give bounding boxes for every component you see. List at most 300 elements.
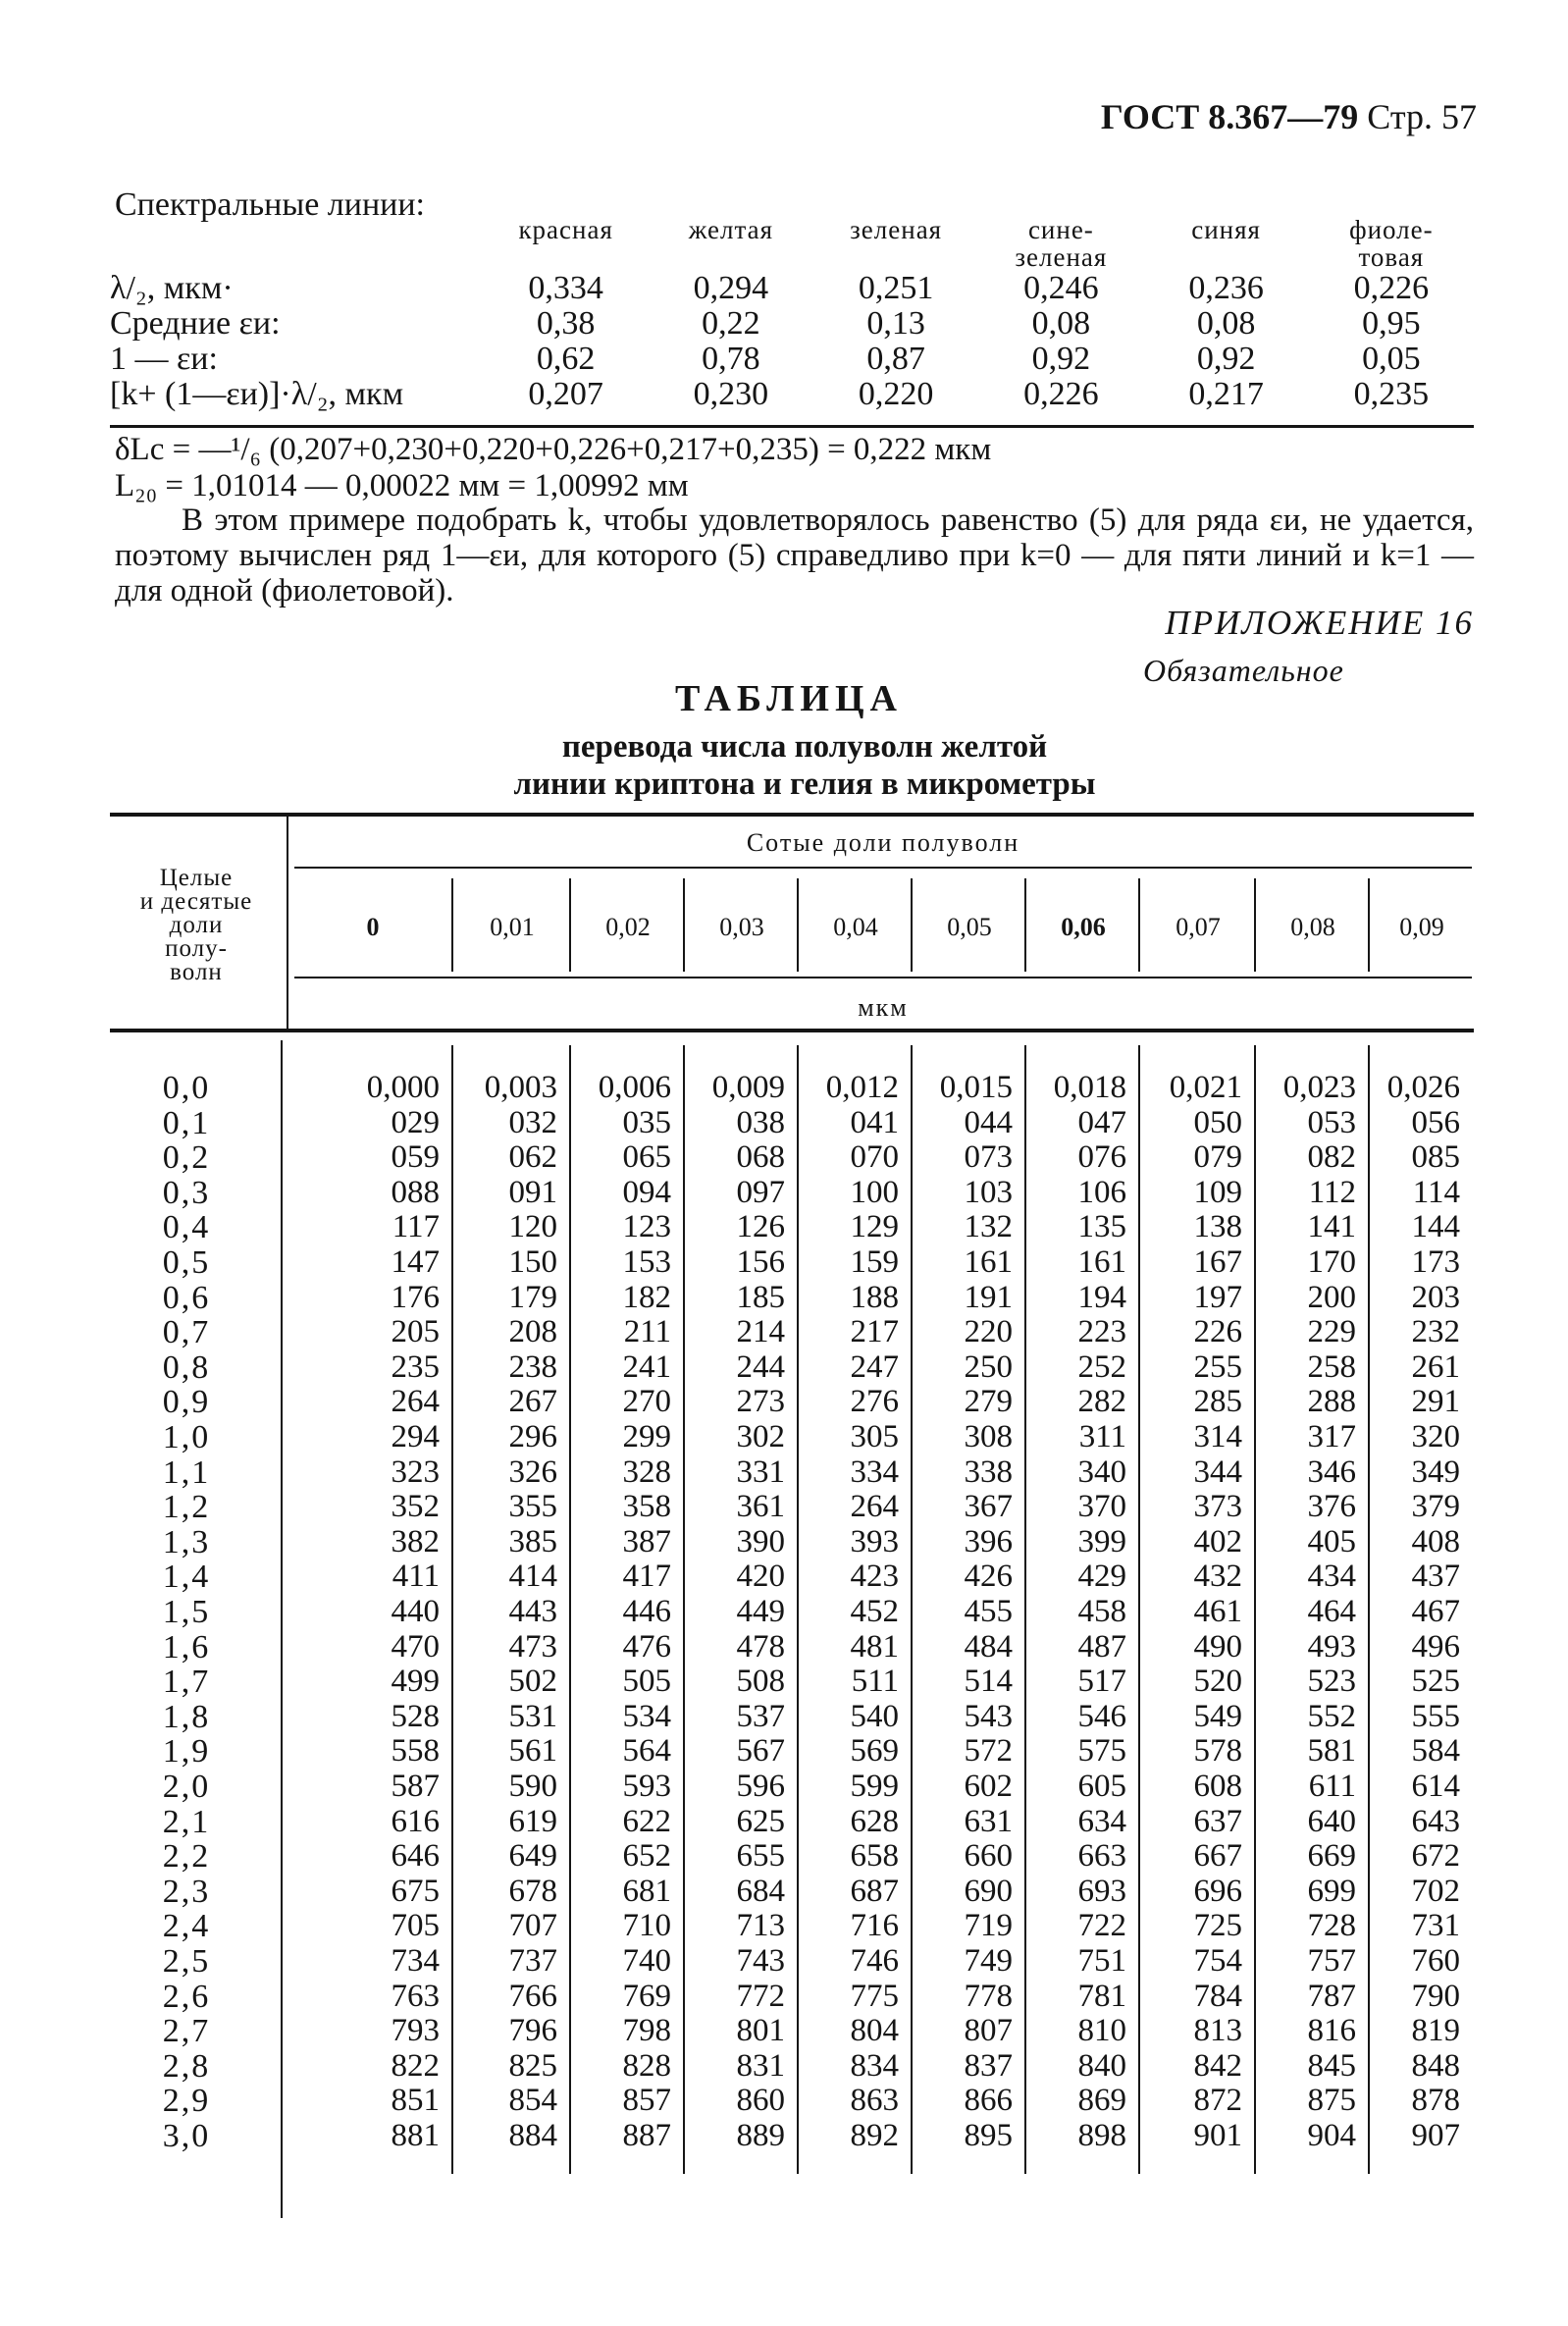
table-cell: 887 (622, 2118, 671, 2153)
table-cell: 355 (508, 1489, 557, 1524)
table-cell: 068 (736, 1139, 785, 1175)
table-cell: 041 (850, 1105, 899, 1140)
row-label: 2,9 (162, 2083, 211, 2119)
table-cell: 842 (1193, 2048, 1242, 2084)
table-cell: 328 (622, 1454, 671, 1490)
table-cell: 056 (1411, 1105, 1460, 1140)
table-cell: 655 (736, 1838, 785, 1874)
row-label: 2,5 (162, 1943, 211, 1980)
row-label: 2,3 (162, 1874, 211, 1910)
table-cell: 323 (391, 1454, 440, 1490)
table-cell: 678 (508, 1874, 557, 1909)
table-cell: 725 (1193, 1908, 1242, 1943)
table-cell: 291 (1411, 1384, 1460, 1419)
table-cell: 813 (1193, 2013, 1242, 2048)
table-cell: 593 (622, 1769, 671, 1804)
table-cell: 032 (508, 1105, 557, 1140)
stub-divider-header (287, 815, 288, 1029)
table-cell: 382 (391, 1524, 440, 1559)
table-cell: 869 (1077, 2083, 1126, 2118)
table-cell: 352 (391, 1489, 440, 1524)
table-cell: 288 (1307, 1384, 1356, 1419)
table-cell: 331 (736, 1454, 785, 1490)
group-header-rule (294, 867, 1472, 869)
table-cell: 299 (622, 1419, 671, 1454)
table-cell: 346 (1307, 1454, 1356, 1490)
table-cell: 622 (622, 1804, 671, 1839)
table-cell: 150 (508, 1244, 557, 1280)
table-cell: 784 (1193, 1979, 1242, 2014)
row-label: 3,0 (162, 2118, 211, 2154)
table-cell: 854 (508, 2083, 557, 2118)
table-cell: 0,003 (484, 1070, 557, 1105)
table-cell: 866 (964, 2083, 1013, 2118)
spectral-column-header: красная (518, 215, 613, 244)
table-cell: 0,012 (825, 1070, 899, 1105)
table-cell: 540 (850, 1699, 899, 1734)
table-cell: 631 (964, 1804, 1013, 1839)
row-label: 2,6 (162, 1979, 211, 2015)
table-cell: 144 (1411, 1209, 1460, 1244)
table-cell: 834 (850, 2048, 899, 2084)
table-cell: 059 (391, 1139, 440, 1175)
row-label: 2,2 (162, 1838, 211, 1875)
spectral-row-label: 1 — εи: (110, 341, 218, 377)
table-cell: 414 (508, 1559, 557, 1594)
table-cell: 161 (1077, 1244, 1126, 1280)
table-cell: 840 (1077, 2048, 1126, 2084)
header-bottom-rule (110, 1029, 1474, 1032)
table-cell: 757 (1307, 1943, 1356, 1979)
appendix-title: ПРИЛОЖЕНИЕ 16 (1165, 604, 1474, 642)
table-cell: 426 (964, 1559, 1013, 1594)
table-cell: 317 (1307, 1419, 1356, 1454)
table-cell: 047 (1077, 1105, 1126, 1140)
table-cell: 464 (1307, 1594, 1356, 1629)
row-label: 0,8 (162, 1349, 211, 1386)
table-cell: 669 (1307, 1838, 1356, 1874)
table-cell: 270 (622, 1384, 671, 1419)
table-cell: 619 (508, 1804, 557, 1839)
table-cell: 681 (622, 1874, 671, 1909)
table-cell: 311 (1078, 1419, 1126, 1454)
table-cell: 367 (964, 1489, 1013, 1524)
table-cell: 898 (1077, 2118, 1126, 2153)
table-cell: 088 (391, 1175, 440, 1210)
table-cell: 599 (850, 1769, 899, 1804)
table-cell: 408 (1411, 1524, 1460, 1559)
explanation-paragraph (115, 502, 1474, 608)
row-label: 2,8 (162, 2048, 211, 2085)
spectral-cell: 0,38 (536, 305, 596, 342)
table-cell: 461 (1193, 1594, 1242, 1629)
table-cell: 252 (1077, 1349, 1126, 1385)
table-cell: 675 (391, 1874, 440, 1909)
table-cell: 267 (508, 1384, 557, 1419)
table-cell: 191 (964, 1280, 1013, 1315)
table-cell: 581 (1307, 1733, 1356, 1769)
columns-rule (294, 977, 1472, 978)
table-cell: 390 (736, 1524, 785, 1559)
spectral-cell: 0,251 (858, 270, 934, 306)
row-label: 0,6 (162, 1280, 211, 1316)
spectral-cell: 0,95 (1362, 305, 1421, 342)
table-cell: 807 (964, 2013, 1013, 2048)
table-cell: 643 (1411, 1804, 1460, 1839)
row-label: 1,9 (162, 1733, 211, 1770)
table-cell: 044 (964, 1105, 1013, 1140)
table-cell: 344 (1193, 1454, 1242, 1490)
spectral-column-header: сине- зеленая (1015, 215, 1108, 272)
table-subtitle (432, 728, 1177, 803)
table-cell: 285 (1193, 1384, 1242, 1419)
table-cell: 496 (1411, 1629, 1460, 1665)
table-cell: 053 (1307, 1105, 1356, 1140)
table-cell: 754 (1193, 1943, 1242, 1979)
table-cell: 255 (1193, 1349, 1242, 1385)
table-cell: 889 (736, 2118, 785, 2153)
table-cell: 208 (508, 1314, 557, 1349)
table-cell: 094 (622, 1175, 671, 1210)
table-cell: 705 (391, 1908, 440, 1943)
table-cell: 0,000 (366, 1070, 440, 1105)
table-cell: 244 (736, 1349, 785, 1385)
table-cell: 458 (1077, 1594, 1126, 1629)
table-cell: 825 (508, 2048, 557, 2084)
table-cell: 901 (1193, 2118, 1242, 2153)
spectral-cell: 0,226 (1353, 270, 1430, 306)
table-cell: 881 (391, 2118, 440, 2153)
row-label: 0,7 (162, 1314, 211, 1350)
table-cell: 649 (508, 1838, 557, 1874)
table-cell: 167 (1193, 1244, 1242, 1280)
table-cell: 229 (1307, 1314, 1356, 1349)
table-cell: 320 (1411, 1419, 1460, 1454)
table-cell: 731 (1411, 1908, 1460, 1943)
table-cell: 569 (850, 1733, 899, 1769)
table-cell: 203 (1411, 1280, 1460, 1315)
table-cell: 505 (622, 1664, 671, 1699)
table-cell: 437 (1411, 1559, 1460, 1594)
table-cell: 892 (850, 2118, 899, 2153)
table-cell: 796 (508, 2013, 557, 2048)
table-cell: 520 (1193, 1664, 1242, 1699)
table-cell: 235 (391, 1349, 440, 1385)
table-cell: 822 (391, 2048, 440, 2084)
table-cell: 801 (736, 2013, 785, 2048)
table-cell: 716 (850, 1908, 899, 1943)
table-cell: 103 (964, 1175, 1013, 1210)
table-cell: 106 (1077, 1175, 1126, 1210)
table-cell: 528 (391, 1699, 440, 1734)
table-cell: 0,021 (1169, 1070, 1242, 1105)
table-cell: 863 (850, 2083, 899, 2118)
table-cell: 232 (1411, 1314, 1460, 1349)
table-cell: 778 (964, 1979, 1013, 2014)
table-subtitle-line-1: перевода числа полуволн желтой (561, 729, 1048, 765)
table-cell: 393 (850, 1524, 899, 1559)
row-label: 1,6 (162, 1629, 211, 1665)
table-cell: 848 (1411, 2048, 1460, 2084)
table-cell: 828 (622, 2048, 671, 2084)
row-label: 0,3 (162, 1175, 211, 1211)
table-cell: 702 (1411, 1874, 1460, 1909)
table-cell: 070 (850, 1139, 899, 1175)
page-number: Стр. 57 (1367, 97, 1477, 136)
table-cell: 693 (1077, 1874, 1126, 1909)
table-cell: 637 (1193, 1804, 1242, 1839)
table-cell: 179 (508, 1280, 557, 1315)
table-cell: 112 (1308, 1175, 1356, 1210)
table-cell: 787 (1307, 1979, 1356, 2014)
table-cell: 837 (964, 2048, 1013, 2084)
table-cell: 076 (1077, 1139, 1126, 1175)
row-label: 2,0 (162, 1769, 211, 1805)
table-cell: 282 (1077, 1384, 1126, 1419)
table-cell: 188 (850, 1280, 899, 1315)
spectral-row (110, 342, 1474, 377)
table-cell: 798 (622, 2013, 671, 2048)
spectral-cell: 0,87 (866, 341, 925, 377)
table-cell: 737 (508, 1943, 557, 1979)
table-cell: 481 (850, 1629, 899, 1665)
table-cell: 763 (391, 1979, 440, 2014)
table-cell: 860 (736, 2083, 785, 2118)
table-cell: 567 (736, 1733, 785, 1769)
table-cell: 455 (964, 1594, 1013, 1629)
table-cell: 663 (1077, 1838, 1126, 1874)
table-cell: 379 (1411, 1489, 1460, 1524)
spectral-cell: 0,235 (1353, 376, 1430, 412)
row-label: 0,2 (162, 1139, 211, 1176)
table-cell: 531 (508, 1699, 557, 1734)
table-cell: 499 (391, 1664, 440, 1699)
table-cell: 816 (1307, 2013, 1356, 2048)
table-cell: 376 (1307, 1489, 1356, 1524)
row-label: 1,8 (162, 1699, 211, 1735)
table-cell: 658 (850, 1838, 899, 1874)
table-cell: 314 (1193, 1419, 1242, 1454)
row-label: 1,7 (162, 1664, 211, 1700)
table-title: ТАБЛИЦА (675, 678, 903, 719)
table-cell: 611 (1308, 1769, 1356, 1804)
table-cell: 490 (1193, 1629, 1242, 1665)
spectral-row-label: λ/₂, мкм· (110, 270, 234, 306)
column-header: 0,06 (1061, 913, 1106, 941)
table-cell: 223 (1077, 1314, 1126, 1349)
table-cell: 552 (1307, 1699, 1356, 1734)
row-label: 1,2 (162, 1489, 211, 1525)
table-cell: 387 (622, 1524, 671, 1559)
table-subtitle-line-2: линии криптона и гелия в микрометры (513, 767, 1096, 802)
table-cell: 596 (736, 1769, 785, 1804)
column-header: 0,04 (833, 913, 878, 941)
table-cell: 035 (622, 1105, 671, 1140)
table-cell: 587 (391, 1769, 440, 1804)
table-cell: 226 (1193, 1314, 1242, 1349)
table-cell: 857 (622, 2083, 671, 2118)
table-cell: 334 (850, 1454, 899, 1490)
table-cell: 247 (850, 1349, 899, 1385)
table-cell: 0,009 (711, 1070, 785, 1105)
table-cell: 804 (850, 2013, 899, 2048)
formula-l20: L₂₀ = 1,01014 — 0,00022 мм = 1,00992 мм (115, 468, 689, 503)
table-cell: 710 (622, 1908, 671, 1943)
table-cell: 628 (850, 1804, 899, 1839)
page-header (1101, 96, 1477, 137)
column-header: 0,09 (1399, 913, 1444, 941)
table-cell: 904 (1307, 2118, 1356, 2153)
table-cell: 238 (508, 1349, 557, 1385)
table-cell: 652 (622, 1838, 671, 1874)
table-cell: 073 (964, 1139, 1013, 1175)
table-cell: 305 (850, 1419, 899, 1454)
table-cell: 470 (391, 1629, 440, 1665)
table-cell: 373 (1193, 1489, 1242, 1524)
table-cell: 561 (508, 1733, 557, 1769)
table-cell: 156 (736, 1244, 785, 1280)
table-cell: 523 (1307, 1664, 1356, 1699)
table-cell: 402 (1193, 1524, 1242, 1559)
row-label: 2,1 (162, 1804, 211, 1840)
table-cell: 029 (391, 1105, 440, 1140)
table-cell: 549 (1193, 1699, 1242, 1734)
table-cell: 687 (850, 1874, 899, 1909)
column-header: 0,08 (1290, 913, 1335, 941)
table-cell: 740 (622, 1943, 671, 1979)
table-cell: 417 (622, 1559, 671, 1594)
table-cell: 0,023 (1282, 1070, 1356, 1105)
table-cell: 405 (1307, 1524, 1356, 1559)
table-cell: 734 (391, 1943, 440, 1979)
table-cell: 358 (622, 1489, 671, 1524)
table-cell: 713 (736, 1908, 785, 1943)
table-cell: 420 (736, 1559, 785, 1594)
spectral-cell: 0,08 (1031, 305, 1091, 342)
table-cell: 176 (391, 1280, 440, 1315)
table-cell: 819 (1411, 2013, 1460, 2048)
column-header: 0 (366, 913, 380, 941)
table-cell: 340 (1077, 1454, 1126, 1490)
table-cell: 884 (508, 2118, 557, 2153)
table-cell: 537 (736, 1699, 785, 1734)
appendix-status: Обязательное (1143, 653, 1344, 688)
table-cell: 793 (391, 2013, 440, 2048)
table-cell: 214 (736, 1314, 785, 1349)
table-cell: 775 (850, 1979, 899, 2014)
table-cell: 091 (508, 1175, 557, 1210)
table-cell: 690 (964, 1874, 1013, 1909)
table-cell: 634 (1077, 1804, 1126, 1839)
table-cell: 646 (391, 1838, 440, 1874)
row-label: 1,4 (162, 1559, 211, 1595)
spectral-cell: 0,294 (693, 270, 769, 306)
table-cell: 0,015 (939, 1070, 1013, 1105)
table-cell: 508 (736, 1664, 785, 1699)
table-cell: 473 (508, 1629, 557, 1665)
column-header: 0,07 (1176, 913, 1221, 941)
table-cell: 845 (1307, 2048, 1356, 2084)
table-cell: 781 (1077, 1979, 1126, 2014)
table-cell: 564 (622, 1733, 671, 1769)
row-label: 1,5 (162, 1594, 211, 1630)
row-label: 2,4 (162, 1908, 211, 1944)
unit-header: мкм (858, 993, 909, 1022)
table-cell: 502 (508, 1664, 557, 1699)
spectral-column-header: фиоле- товая (1349, 215, 1434, 272)
spectral-cell: 0,334 (528, 270, 603, 306)
table-cell: 467 (1411, 1594, 1460, 1629)
table-cell: 338 (964, 1454, 1013, 1490)
formula-delta-lc: δLс = —¹/₆ (0,207+0,230+0,220+0,226+0,217+0,235) = 0,222 мкм (115, 432, 992, 467)
row-label: 1,3 (162, 1524, 211, 1560)
table-cell: 370 (1077, 1489, 1126, 1524)
table-cell: 0,018 (1053, 1070, 1126, 1105)
spectral-header-blank (110, 216, 484, 271)
row-label: 0,9 (162, 1384, 211, 1420)
table-cell: 308 (964, 1419, 1013, 1454)
table-cell: 159 (850, 1244, 899, 1280)
table-cell: 182 (622, 1280, 671, 1315)
spectral-column-header: синяя (1191, 215, 1261, 244)
table-cell: 082 (1307, 1139, 1356, 1175)
table-cell: 264 (850, 1489, 899, 1524)
table-cell: 065 (622, 1139, 671, 1175)
table-cell: 605 (1077, 1769, 1126, 1804)
table-cell: 302 (736, 1419, 785, 1454)
table-cell: 264 (391, 1384, 440, 1419)
table-cell: 141 (1307, 1209, 1356, 1244)
table-cell: 326 (508, 1454, 557, 1490)
table-cell: 699 (1307, 1874, 1356, 1909)
table-cell: 276 (850, 1384, 899, 1419)
row-label: 0,5 (162, 1244, 211, 1281)
table-cell: 132 (964, 1209, 1013, 1244)
table-cell: 0,006 (598, 1070, 671, 1105)
spectral-cell: 0,230 (693, 376, 769, 412)
spectral-cell: 0,92 (1031, 341, 1091, 377)
spectral-table-rule (110, 425, 1474, 428)
table-cell: 719 (964, 1908, 1013, 1943)
stub-divider-body (281, 1040, 283, 2218)
table-cell: 625 (736, 1804, 785, 1839)
table-cell: 696 (1193, 1874, 1242, 1909)
table-cell: 790 (1411, 1979, 1460, 2014)
table-cell: 555 (1411, 1699, 1460, 1734)
table-cell: 211 (623, 1314, 671, 1349)
table-cell: 578 (1193, 1733, 1242, 1769)
table-cell: 743 (736, 1943, 785, 1979)
table-cell: 117 (392, 1209, 440, 1244)
spectral-cell: 0,92 (1196, 341, 1256, 377)
group-header: Сотые доли полуволн (746, 828, 1020, 857)
table-cell: 895 (964, 2118, 1013, 2153)
table-cell: 434 (1307, 1559, 1356, 1594)
table-cell: 217 (850, 1314, 899, 1349)
row-label: 1,1 (162, 1454, 211, 1491)
table-cell: 493 (1307, 1629, 1356, 1665)
table-cell: 452 (850, 1594, 899, 1629)
table-cell: 079 (1193, 1139, 1242, 1175)
table-cell: 684 (736, 1874, 785, 1909)
table-cell: 616 (391, 1804, 440, 1839)
row-label: 1,0 (162, 1419, 211, 1455)
table-cell: 279 (964, 1384, 1013, 1419)
table-cell: 517 (1077, 1664, 1126, 1699)
table-cell: 511 (851, 1664, 899, 1699)
row-label: 0,0 (162, 1070, 211, 1106)
table-cell: 746 (850, 1943, 899, 1979)
